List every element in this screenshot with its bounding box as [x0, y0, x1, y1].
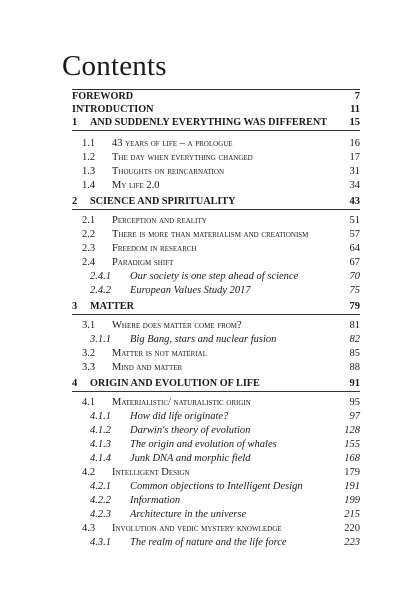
toc-subsection-entry	[72, 270, 360, 284]
toc-entry-number: 1	[72, 117, 78, 128]
toc-chapter-entry	[72, 116, 360, 130]
toc-entry-number: 4.1.2	[90, 425, 111, 436]
toc-subsection-entry	[72, 438, 360, 452]
toc-section-entry	[72, 242, 360, 256]
toc-section-entry	[72, 214, 360, 228]
toc-frontmatter-entry	[72, 90, 360, 104]
toc-entry-page-number: 15	[349, 117, 360, 128]
toc-entry-number: 4.2.2	[90, 495, 111, 506]
toc-section-entry	[72, 256, 360, 270]
page-title: Contents	[62, 50, 167, 82]
toc-entry-title: Information	[130, 495, 181, 506]
toc-entry-number: 3.1.1	[90, 334, 111, 345]
toc-entry-title: FOREWORD	[72, 91, 134, 102]
toc-section-entry	[72, 165, 360, 179]
toc-entry-title: The realm of nature and the life force	[130, 537, 287, 548]
toc-entry-page-number: 64	[349, 243, 360, 254]
toc-entry-page-number: 220	[344, 523, 360, 534]
toc-entry-number: 1.2	[82, 152, 96, 163]
toc-entry-number: 1.3	[82, 166, 96, 177]
toc-entry-number: 2.2	[82, 229, 96, 240]
toc-entry-title: Junk DNA and morphic field	[130, 453, 251, 464]
toc-entry-page-number: 85	[349, 348, 360, 359]
toc-section-entry	[72, 522, 360, 536]
toc-entry-number: 2.4	[82, 257, 96, 268]
toc-entry-number: 2	[72, 196, 78, 207]
toc-entry-title: SCIENCE AND SPIRITUALITY	[90, 196, 236, 207]
toc-entry-title: Our society is one step ahead of science	[130, 271, 299, 282]
toc-subsection-entry	[72, 424, 360, 438]
toc-entry-page-number: 168	[344, 453, 360, 464]
toc-entry-title: 43 years of life – a prologue	[112, 138, 233, 149]
toc-entry-title: Common objections to Intelligent Design	[130, 481, 303, 492]
toc-entry-page-number: 11	[350, 104, 360, 115]
toc-section-entry	[72, 396, 360, 410]
chapter-divider-rule	[72, 209, 360, 210]
toc-subsection-entry	[72, 452, 360, 466]
toc-entry-title: My life 2.0	[112, 180, 160, 191]
toc-subsection-entry	[72, 410, 360, 424]
toc-entry-page-number: 51	[349, 215, 360, 226]
toc-entry-number: 4.3	[82, 523, 96, 534]
toc-section-entry	[72, 151, 360, 165]
toc-entry-title: Where does matter come from?	[112, 320, 242, 331]
chapter-divider-rule	[72, 391, 360, 392]
toc-entry-page-number: 128	[344, 425, 360, 436]
toc-entry-title: Thoughts on reincarnation	[112, 166, 224, 177]
toc-entry-number: 4.1.4	[90, 453, 111, 464]
toc-entry-number: 3.2	[82, 348, 96, 359]
toc-entry-title: ORIGIN AND EVOLUTION OF LIFE	[90, 378, 260, 389]
toc-subsection-entry	[72, 284, 360, 298]
toc-entry-page-number: 7	[354, 91, 360, 102]
toc-entry-title: How did life originate?	[130, 411, 229, 422]
toc-entry-number: 2.3	[82, 243, 96, 254]
toc-entry-page-number: 57	[349, 229, 360, 240]
toc-entry-page-number: 79	[349, 301, 360, 312]
toc-entry-page-number: 223	[344, 537, 360, 548]
toc-entry-page-number: 70	[349, 271, 360, 282]
toc-entry-page-number: 81	[349, 320, 360, 331]
toc-entry-title: AND SUDDENLY EVERYTHING WAS DIFFERENT	[90, 117, 328, 128]
toc-entry-number: 4.1.3	[90, 439, 111, 450]
toc-entry-title: Big Bang, stars and nuclear fusion	[130, 334, 277, 345]
toc-frontmatter-entry	[72, 103, 360, 117]
toc-entry-page-number: 34	[349, 180, 360, 191]
toc-section-entry	[72, 137, 360, 151]
toc-entry-page-number: 82	[349, 334, 360, 345]
toc-entry-title: Matter is not material	[112, 348, 207, 359]
toc-section-entry	[72, 319, 360, 333]
toc-entry-page-number: 88	[349, 362, 360, 373]
toc-entry-page-number: 75	[349, 285, 360, 296]
toc-entry-title: The origin and evolution of whales	[130, 439, 277, 450]
toc-entry-number: 2.4.2	[90, 285, 111, 296]
toc-entry-page-number: 91	[349, 378, 360, 389]
toc-subsection-entry	[72, 333, 360, 347]
toc-entry-page-number: 199	[344, 495, 360, 506]
toc-section-entry	[72, 466, 360, 480]
toc-chapter-entry	[72, 300, 360, 314]
toc-entry-number: 4.2	[82, 467, 96, 478]
toc-subsection-entry	[72, 480, 360, 494]
toc-entry-page-number: 67	[349, 257, 360, 268]
toc-entry-page-number: 95	[349, 397, 360, 408]
toc-entry-page-number: 191	[344, 481, 360, 492]
toc-entry-number: 3.1	[82, 320, 96, 331]
toc-entry-title: Involution and vedic mystery knowledge	[112, 523, 282, 534]
toc-entry-title: Darwin's theory of evolution	[130, 425, 251, 436]
toc-entry-title: The day when everything changed	[112, 152, 253, 163]
toc-entry-number: 4.2.3	[90, 509, 111, 520]
toc-entry-number: 2.1	[82, 215, 96, 226]
toc-entry-number: 4	[72, 378, 78, 389]
toc-entry-page-number: 97	[349, 411, 360, 422]
toc-entry-title: Freedom in research	[112, 243, 197, 254]
toc-entry-title: Perception and reality	[112, 215, 207, 226]
toc-entry-number: 4.1	[82, 397, 96, 408]
toc-entry-page-number: 43	[349, 196, 360, 207]
toc-entry-number: 3	[72, 301, 78, 312]
toc-subsection-entry	[72, 494, 360, 508]
toc-entry-title: MATTER	[90, 301, 134, 312]
toc-subsection-entry	[72, 536, 360, 550]
toc-entry-title: Mind and matter	[112, 362, 183, 373]
toc-section-entry	[72, 179, 360, 193]
table-of-contents	[72, 0, 360, 600]
chapter-divider-rule	[72, 130, 360, 131]
toc-entry-title: Architecture in the universe	[130, 509, 247, 520]
toc-entry-title: Paradigm shift	[112, 257, 174, 268]
toc-entry-page-number: 16	[349, 138, 360, 149]
toc-chapter-entry	[72, 195, 360, 209]
toc-chapter-entry	[72, 377, 360, 391]
toc-subsection-entry	[72, 508, 360, 522]
toc-entry-page-number: 215	[344, 509, 360, 520]
toc-section-entry	[72, 361, 360, 375]
toc-entry-title: European Values Study 2017	[130, 285, 251, 296]
toc-entry-number: 4.1.1	[90, 411, 111, 422]
toc-entry-number: 2.4.1	[90, 271, 111, 282]
toc-section-entry	[72, 228, 360, 242]
top-divider-rule	[72, 89, 360, 90]
toc-entry-title: Materialistic/ naturalistic origin	[112, 397, 251, 408]
toc-entry-number: 1.1	[82, 138, 96, 149]
toc-entry-number: 1.4	[82, 180, 96, 191]
toc-entry-page-number: 155	[344, 439, 360, 450]
toc-entry-title: INTRODUCTION	[72, 104, 154, 115]
toc-entry-page-number: 17	[349, 152, 360, 163]
toc-entry-number: 3.3	[82, 362, 96, 373]
toc-entry-page-number: 179	[344, 467, 360, 478]
toc-section-entry	[72, 347, 360, 361]
toc-entry-number: 4.3.1	[90, 537, 111, 548]
toc-entry-title: There is more than materialism and creationism	[112, 229, 309, 240]
toc-entry-number: 4.2.1	[90, 481, 111, 492]
toc-entry-page-number: 31	[349, 166, 360, 177]
toc-entry-title: Intelligent Design	[112, 467, 190, 478]
chapter-divider-rule	[72, 314, 360, 315]
